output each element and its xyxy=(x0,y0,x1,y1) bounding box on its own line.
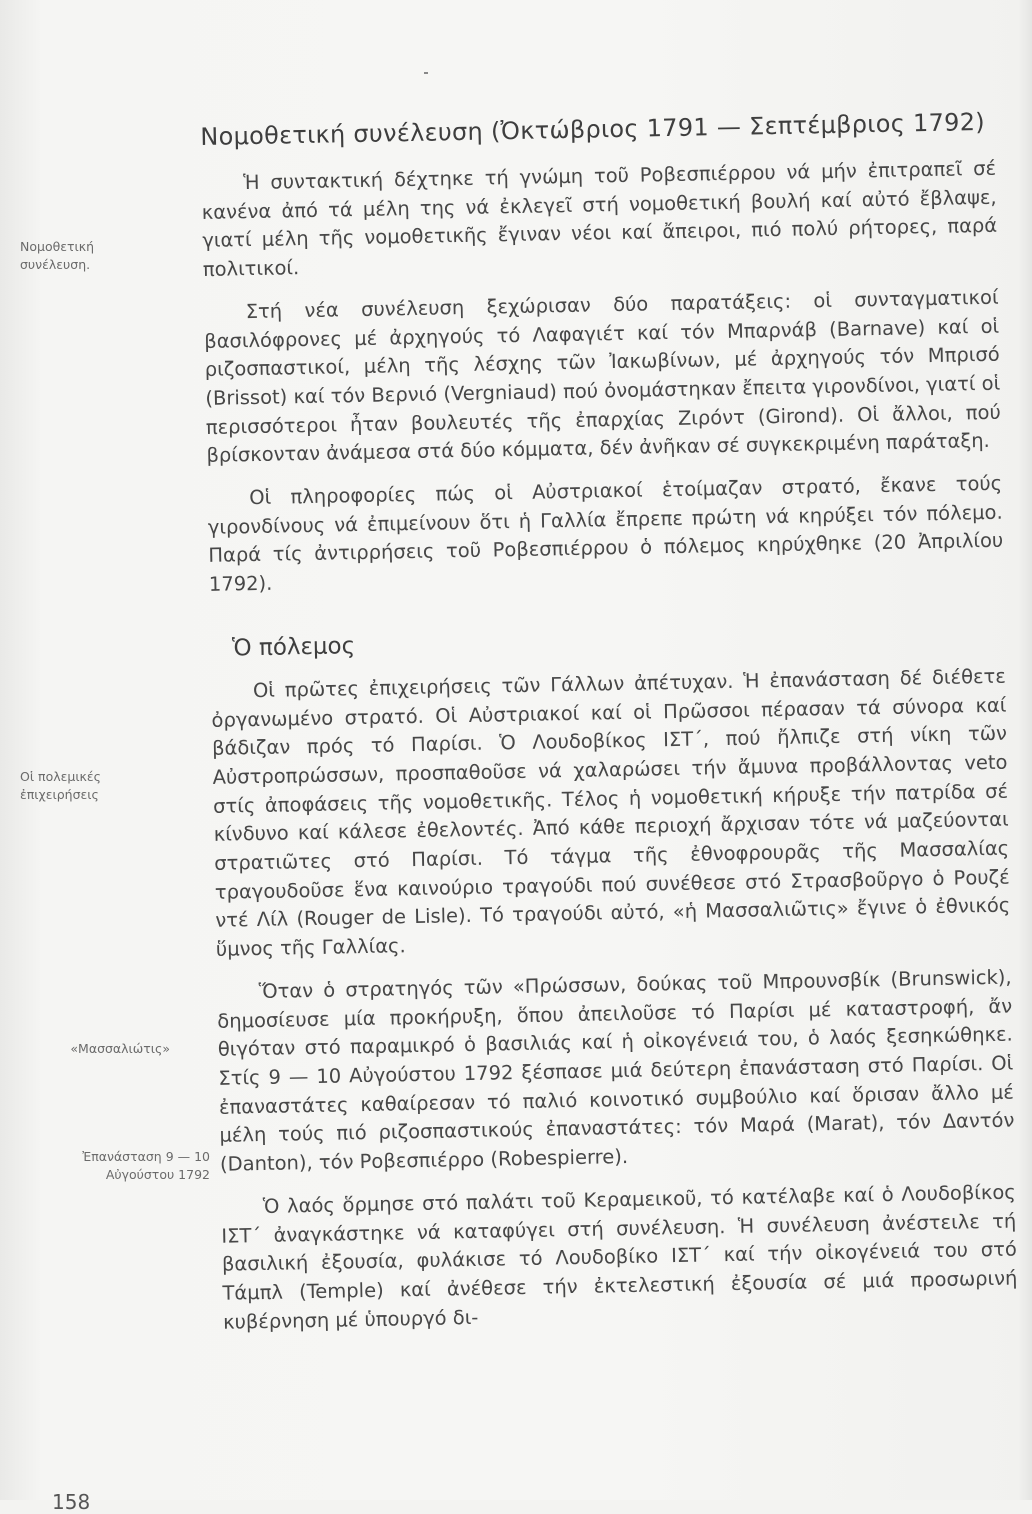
paragraph: Οἱ πληροφορίες πώς οἱ Αὐστριακοί ἑτοίμαζαν στρατό, ἔκανε τούς γιρονδίνους νά ἐπιμείνουν ὅτι ἡ Γαλλία ἔπρεπε πρώτη νά κηρύξει τόν πόλεμο. Παρά τίς ἀντιρρήσεις τοῦ Ροβεσπιέρρου ὁ πόλεμος κηρύχθηκε (20 Ἀπριλίου 1792). xyxy=(207,471,1004,597)
paragraph: Ὅταν ὁ στρατηγός τῶν «Πρώσσων, δούκας τοῦ Μπρουνσβίκ (Brunswick), δημοσίευσε μία προκήρυξη, ὅπου ἀπειλοῦσε τό Παρίσι μέ καταστροφή, ἄν θιγόταν στό παραμικρό ὁ βασιλιάς καί ἡ οἰκογένειά του, ὁ λαός ξεσηκώθηκε. Στίς 9 — 10 Αὐγούστου 1792 ξέσπασε μιά δεύτερη ἐπανάσταση στό Παρίσι. Οἱ ἐπαναστάτες καθαίρεσαν τό παλιό κοινοτικό συμβούλιο καί ὅρισαν ἄλλο μέ μέλη τούς πιό ριζοσπαστικούς ἐπαναστάτες: τόν Μαρά (Marat), τόν Δαντόν (Danton), τόν Ροβεσπιέρρο (Robespierre). xyxy=(217,965,1015,1176)
section-title-war: Ὁ πόλεμος xyxy=(231,632,356,662)
page-edge-shadow xyxy=(1018,0,1032,1500)
paragraph: Οἱ πρῶτες ἐπιχειρήσεις τῶν Γάλλων ἀπέτυχαν. Ἡ ἐπανάσταση δέ διέθετε ὀργανωμένο στρατό. Οἱ Αὐστριακοί καί οἱ Πρῶσσοι πέρασαν τά σύνορα καί βάδιζαν πρός τό Παρίσι. Ὁ Λουδοβίκος ΙΣΤ΄, πού ἤλπιζε στή νίκη τῶν Αὐστροπρώσσων, προσπαθοῦσε νά χαλαρώσει τήν ἄμυνα προβάλλοντας veto στίς ἀποφάσεις τῆς νομοθετικῆς. Τέλος ἡ νομοθετική κήρυξε τήν πατρίδα σέ κίνδυνο καί κάλεσε ἐθελοντές. Ἀπό κάθε περιοχή ἄρχισαν τότε νά μαζεύονται στρατιῶτες στό Παρίσι. Τό τάγμα τῆς ἐθνοφρουρᾶς τῆς Μασσαλίας τραγουδοῦσε ἕνα καινούριο τραγούδι πού συνέθεσε στό Στρασβοῦργο ὁ Ρουζέ ντέ Λίλ (Rouger de Lisle). Τό τραγούδι αὐτό, «ἡ Μασσαλιῶτις» ἔγινε ὁ ἐθνικός ὕμνος τῆς Γαλλίας. xyxy=(211,664,1011,962)
margin-note-military-operations: Οἱ πολεμικές ἐπιχειρήσεις xyxy=(20,769,102,802)
section-title-legislative-assembly: Νομοθετική συνέλευση (Ὀκτώβριος 1791 — Σεπτέμβριος 1792) xyxy=(200,107,986,151)
paragraph: Ὁ λαός ὅρμησε στό παλάτι τοῦ Κεραμεικοῦ, τό κατέλαβε καί ὁ Λουδοβίκος ΙΣΤ΄ ἀναγκάστηκε νά καταφύγει στή συνέλευση. Ἡ συνέλευση ἀνέστειλε τή βασιλική ἐξουσία, φυλάκισε τό Λουδοβίκο ΙΣΤ΄ καί τήν οἰκογένειά του στό Τάμπλ (Temple) καί ἀνέθεσε τήν ἐκτελεστική ἐξουσία σέ μιά προσωρινή κυβέρνηση μέ ὑπουργό δι- xyxy=(221,1180,1018,1334)
paragraph: Ἡ συντακτική δέχτηκε τή γνώμη τοῦ Ροβεσπιέρρου νά μήν ἐπιτραπεῖ σέ κανένα ἀπό τά μέλη της νά ἐκλεγεῖ στή νομοθετική βουλή καί αὐτό ἔβλαψε, γιατί μέλη τῆς νομοθετικῆς ἔγιναν νέοι καί ἄπειροι, πιό πολύ ρήτορες, παρά πολιτικοί. xyxy=(201,156,998,282)
main-text xyxy=(200,105,1018,1351)
page-number: 158 xyxy=(52,1490,91,1514)
paragraph: Στή νέα συνέλευση ξεχώρισαν δύο παρατάξεις: οἱ συνταγματικοί βασιλόφρονες μέ ἀρχηγούς τό Λαφαγιέτ καί τόν Μπαρνάβ (Barnave) καί οἱ ριζοσπαστικοί, μέλη τῆς λέσχης τῶν Ἰακωβίνων, μέ ἀρχηγούς τόν Μπρισό (Brissot) καί τόν Βερνιό (Vergniaud) πού ὀνομάστηκαν ἔπειτα γιρονδίνοι, γιατί οἱ περισσότεροι ἦταν βουλευτές τῆς ἐπαρχίας Ζιρόντ (Girond). Οἱ ἄλλοι, πού βρίσκονταν ἀνάμεσα στά δύο κόμματα, δέν ἀνῆκαν σέ συγκεκριμένη παράταξη. xyxy=(204,285,1001,468)
margin-note-marseillaise: «Μασσαλιώτις» xyxy=(70,1041,170,1056)
margin-note-revolution-august-1792: Ἐπανάσταση 9 — 10 Αὐγούστου 1792 xyxy=(82,1149,210,1182)
margin-note-legislative-assembly: Νομοθετική συνέλευση. xyxy=(20,239,95,272)
print-speck xyxy=(424,72,428,74)
